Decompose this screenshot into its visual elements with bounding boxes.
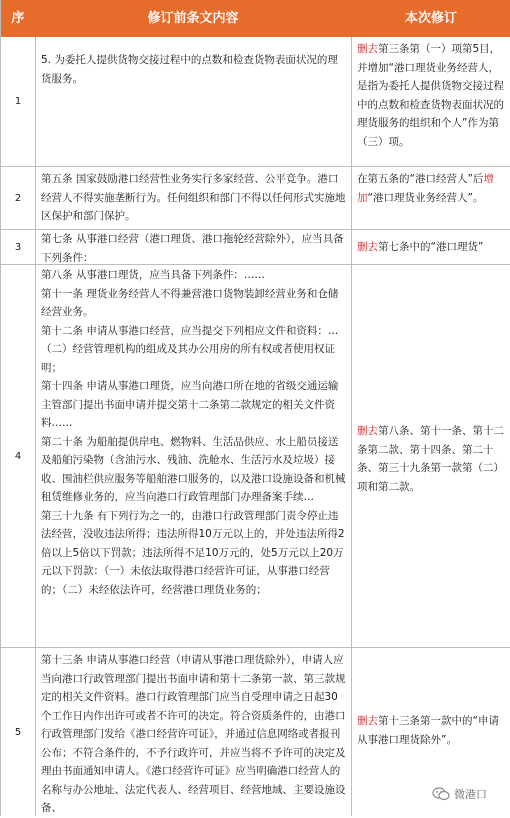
revision-action: 删去 bbox=[357, 43, 378, 55]
watermark-text: 微港口 bbox=[454, 788, 487, 801]
row-revision bbox=[357, 40, 507, 151]
row-revision bbox=[357, 422, 507, 496]
column-divider bbox=[351, 37, 352, 816]
revision-prefix: 在第五条的“港口经营人”后 bbox=[357, 173, 484, 185]
revision-action: 删去 bbox=[357, 241, 378, 253]
table-row bbox=[1, 265, 510, 648]
table-row bbox=[1, 167, 510, 230]
row-revision bbox=[357, 238, 507, 257]
row-before-text: 5. 为委托人提供货物交接过程中的点数和检查货物表面状况的理货服务。 bbox=[41, 54, 338, 85]
row-index: 3 bbox=[14, 241, 22, 253]
row-before-text: 第八条 从事港口理货，应当具备下列条件：…… 第十一条 理货业务经营人不得兼营港口货物装卸经营业务和仓储经营业务。 第十二条 申请从事港口经营，应当提交下列相应文件和资料：…（二）经营管理机构的组成及其办公用房的所有权或者使用权证明； 第十四条 申请从事港口理货，应当向港口所在地的省级交通运输主管部门提出书面申请并提交第十二条第二款规定的相关文件资料…… 第二十条 为船舶提供岸电、燃物料、生活品供应、水上船员接送及船舶污染物（含油污水、残油、洗舱水、生活污水及垃圾）接收、围油栏供应服务等船舶港口服务的，以及港口设施设备和机械租赁维修业务的，应当向港口行政管理部门办理备案手续… 第三十九条 有下列行为之一的，由港口行政管理部门责令停止违法经营，没收违法所得；违法所得10万元以上的，并处违法所得2倍以上5倍以下罚款；违法所得不足10万元的，处5万元以上20万元以下罚款：（一）未依法取得港口经营许可证，从事港口经营的；（二）未经依法许可，经营港口理货业务的； bbox=[41, 269, 346, 596]
revision-text: 第七条中的“港口理货” bbox=[378, 241, 484, 253]
revision-text: 第三条第（一）项第5目，并增加“港口理货业务经营人，是指为委托人提供货物交接过程中的点数和检查货物表面状况的理货服务的组织和个人”作为第（三）项。 bbox=[357, 43, 504, 148]
revision-action: 增加 bbox=[357, 173, 494, 204]
watermark bbox=[432, 786, 487, 802]
header-index: 序 bbox=[11, 11, 25, 26]
header-revision: 本次修订 bbox=[404, 11, 457, 26]
column-divider bbox=[35, 37, 36, 816]
row-before-text: 第十三条 申请从事港口经营（申请从事港口理货除外），申请人应当向港口行政管理部门提出书面申请和第十二条第一款、第三款规定的相关文件资料。港口行政管理部门应当自受理申请之日起30个工作日内作出许可或者不许可的决定。符合资质条件的，由港口行政管理部门发给《港口经营许可证》，并通过信息网络或者报刊公布；不符合条件的，不予行政许可，并应当将不予许可的决定及理由书面通知申请人。《港口经营许可证》应当明确港口经营人的名称与办公地址、法定代表人、经营项目、经营地域、主要设施设备、 bbox=[41, 654, 346, 814]
revision-text: 第十三条第一款中的“申请从事港口理货除外”。 bbox=[357, 715, 499, 746]
row-index: 5 bbox=[14, 726, 22, 738]
table-row bbox=[1, 230, 510, 265]
row-revision bbox=[357, 170, 507, 207]
revision-action: 删去 bbox=[357, 715, 378, 727]
revision-action: 删去 bbox=[357, 425, 378, 437]
row-before-text: 第五条 国家鼓励港口经营性业务实行多家经营、公平竞争。港口经营人不得实施垄断行为。任何组织和部门不得以任何形式实施地区保护和部门保护。 bbox=[41, 173, 346, 222]
revision-text: 第八条、第十一条、第十二条第二款、第十四条、第二十条、第三十九条第一款第（二）项和第二款。 bbox=[357, 425, 504, 493]
row-index: 1 bbox=[14, 96, 22, 107]
row-revision bbox=[357, 712, 507, 749]
row-index: 2 bbox=[14, 192, 22, 204]
revision-text: “港口理货业务经营人”。 bbox=[367, 191, 484, 204]
wechat-icon bbox=[432, 787, 450, 801]
row-index: 4 bbox=[14, 450, 22, 462]
header-before: 修订前条文内容 bbox=[147, 11, 239, 26]
table-row bbox=[1, 37, 510, 167]
table-header bbox=[1, 0, 510, 37]
row-before-text: 第七条 从事港口经营（港口理货、港口拖轮经营除外），应当具备下列条件： bbox=[41, 233, 344, 264]
